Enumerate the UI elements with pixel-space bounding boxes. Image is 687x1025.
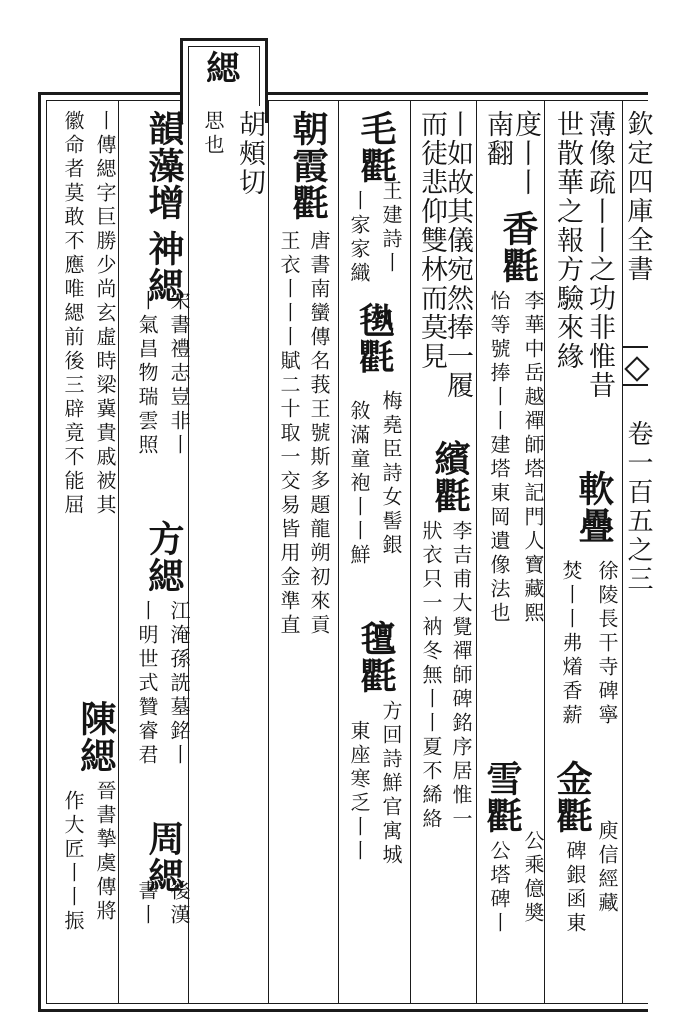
text-column: 薄像疏丨丨之功非惟昔: [584, 110, 615, 400]
citation-note: 思也: [201, 110, 225, 158]
text-column: 丨如故其儀宛然捧一履: [442, 110, 473, 400]
text-column: 胡頰切: [234, 110, 265, 197]
citation-note: 晉書摯虞傳將: [93, 780, 117, 924]
entry-heading: 軟疊: [573, 470, 615, 544]
column-rule: [268, 100, 269, 1004]
citation-note: 東座寒乏丨丨: [347, 720, 371, 864]
citation-note: 丨氣昌物瑞雲照: [135, 290, 159, 458]
text-column: 度丨丨: [510, 110, 541, 197]
citation-note: 公乘億奬: [521, 830, 545, 926]
citation-note: 丨明世式贊睿君: [135, 600, 159, 768]
citation-note: 敘滿童袍丨丨鮮: [347, 400, 371, 568]
column-rule: [188, 106, 189, 1004]
citation-note: 怡等號捧丨丨建塔東岡遺像法也: [487, 290, 511, 626]
entry-heading: 方緦: [143, 520, 185, 594]
entry-heading: 雪氍: [481, 760, 523, 834]
entry-heading: 繽氍: [429, 440, 471, 514]
entry-heading: 金氍: [551, 760, 593, 834]
text-column: 而徒悲仰雙林而莫見: [416, 110, 447, 371]
citation-note: 梅堯臣詩女髻銀: [379, 390, 403, 558]
entry-heading: 神緦: [143, 230, 185, 304]
citation-note: 方回詩鮮官寓城: [379, 700, 403, 868]
citation-note: 丨家家織: [347, 190, 371, 286]
entry-heading: 香氍: [497, 210, 539, 284]
text-column: 丨傳緦字巨勝少尚玄虛時梁冀貴戚被其: [93, 110, 117, 518]
citation-note: 王衣丨丨丨賦二十取一交易皆用金準直: [277, 230, 301, 638]
citation-note: 作大匠丨丨振: [61, 790, 85, 934]
text-column: 徽命者莫敢不應唯緦前後三辟竟不能屈: [61, 110, 85, 518]
entry-heading: 韻藻增: [143, 110, 185, 221]
volume-number: 卷一百五之三: [623, 420, 653, 594]
band-divider: [622, 346, 648, 348]
citation-note: 書丨: [135, 880, 159, 928]
column-rule: [410, 100, 411, 1004]
entry-heading: 朝霞氍: [287, 110, 329, 221]
citation-note: 宋書禮志豈非丨: [167, 290, 191, 458]
citation-note: 王建詩丨: [379, 180, 403, 276]
citation-note: 狀衣只一衲冬無丨丨夏不絺絡: [419, 520, 443, 832]
citation-note: 李吉甫大覺禪師碑銘序居惟一: [449, 520, 473, 832]
citation-note: 後漢: [167, 880, 191, 928]
column-rule: [476, 100, 477, 1004]
column-rule: [338, 100, 339, 1004]
citation-note: 公塔碑丨: [487, 840, 511, 936]
citation-note: 徐陵長干寺碑寧: [595, 560, 619, 728]
text-column: 世散華之報方驗來緣: [552, 110, 583, 371]
citation-note: 碑銀函東: [563, 840, 587, 936]
text-column: 南翻: [482, 110, 513, 168]
entry-heading: 氊氍: [355, 620, 397, 694]
entry-heading: 𣯭氍: [355, 300, 397, 374]
band-divider: [622, 384, 648, 386]
head-character: 緦: [200, 50, 240, 84]
citation-note: 焚丨丨弗𤏲香薪: [559, 560, 583, 728]
entry-heading: 周緦: [143, 820, 185, 894]
citation-note: 庾信經藏: [595, 820, 619, 916]
citation-note: 唐書南蠻傳名莪王號斯多題龍朔初來貢: [307, 230, 331, 638]
column-rule: [118, 100, 119, 1004]
entry-heading: 陳緦: [75, 700, 117, 774]
book-title: 欽定四庫全書: [623, 110, 653, 284]
citation-note: 江淹孫詵墓銘丨: [167, 600, 191, 768]
entry-heading: 毛氍: [355, 110, 397, 184]
citation-note: 李華中岳越禪師塔記門人寶藏熙: [521, 290, 545, 626]
